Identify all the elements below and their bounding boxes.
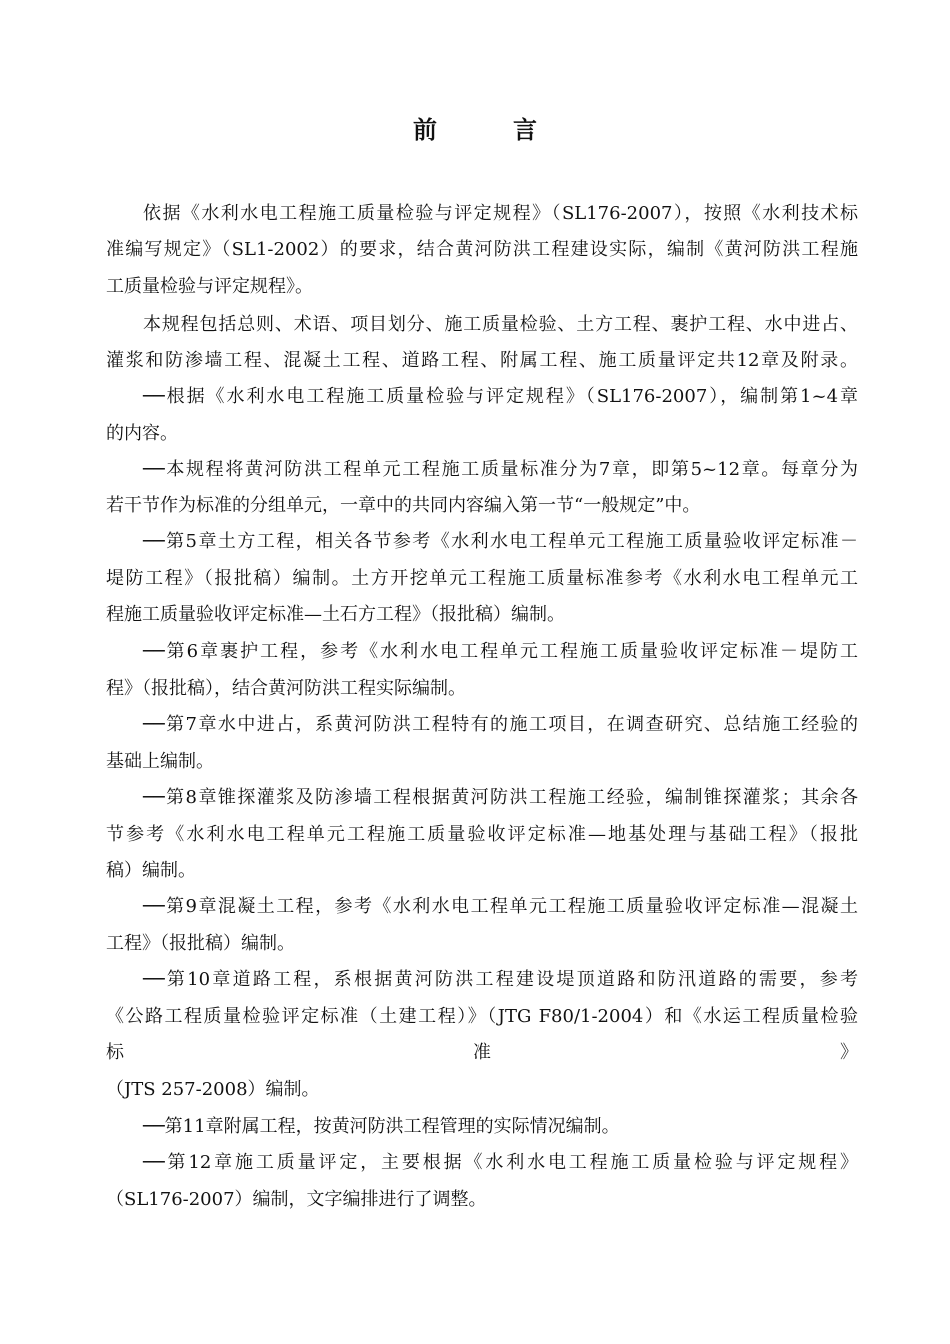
text-line: （JTS 257-2008）编制。	[106, 1079, 320, 1100]
text-line: ──第11章附属工程，按黄河防洪工程管理的实际情况编制。	[143, 1116, 620, 1137]
text-line: 依据《水利水电工程施工质量检验与评定规程》（SL176-2007），按照《水利技术标	[143, 203, 858, 224]
text-line: ──本规程将黄河防洪工程单元工程施工质量标准分为7章，即第5~12章。每章分为	[143, 459, 858, 480]
text-line: 稿）编制。	[106, 860, 196, 881]
text-line: ──第10章道路工程，系根据黄河防洪工程建设堤顶道路和防汛道路的需要，参考	[143, 969, 858, 990]
text-line: ──第9章混凝土工程，参考《水利水电工程单元工程施工质量验收评定标准—混凝土	[143, 896, 858, 917]
page-title: 前 言	[413, 115, 563, 144]
text-line: 若干节作为标准的分组单元，一章中的共同内容编入第一节“一般规定”中。	[106, 495, 701, 516]
text-line: 《公路工程质量检验评定标准（土建工程）》（JTG F80/1-2004）和《水运工程质量检验	[106, 1006, 858, 1027]
text-line: ──根据《水利水电工程施工质量检验与评定规程》（SL176-2007），编制第1~4章	[143, 386, 858, 407]
text-line: ──第7章水中进占，系黄河防洪工程特有的施工项目，在调查研究、总结施工经验的	[143, 714, 858, 735]
text-line: （SL176-2007）编制，文字编排进行了调整。	[106, 1189, 487, 1210]
text-line: 程施工质量验收评定标准—土石方工程》（报批稿）编制。	[106, 604, 565, 625]
text-line: ──第8章锥探灌浆及防渗墙工程根据黄河防洪工程施工经验，编制锥探灌浆；其余各	[143, 787, 858, 808]
text-line: ──第5章土方工程，相关各节参考《水利水电工程单元工程施工质量验收评定标准－	[143, 531, 858, 552]
text-line: 准编写规定》（SL1-2002）的要求，结合黄河防洪工程建设实际，编制《黄河防洪工程施	[106, 239, 858, 260]
text-line: 标 准 》	[106, 1042, 858, 1063]
text-line: ──第12章施工质量评定，主要根据《水利水电工程施工质量检验与评定规程》	[143, 1152, 858, 1173]
text-line: 工程》（报批稿）编制。	[106, 933, 295, 954]
text-line: 堤防工程》（报批稿）编制。土方开挖单元工程施工质量标准参考《水利水电工程单元工	[106, 568, 858, 589]
text-line: 的内容。	[106, 423, 178, 444]
text-line: 节参考《水利水电工程单元工程施工质量验收评定标准—地基处理与基础工程》（报批	[106, 824, 858, 845]
text-line: ──第6章裹护工程，参考《水利水电工程单元工程施工质量验收评定标准－堤防工	[143, 641, 858, 662]
text-line: 工质量检验与评定规程》。	[106, 276, 313, 297]
text-line: 本规程包括总则、术语、项目划分、施工质量检验、土方工程、裹护工程、水中进占、	[143, 314, 858, 335]
text-line: 灌浆和防渗墙工程、混凝土工程、道路工程、附属工程、施工质量评定共12章及附录。	[106, 350, 858, 371]
text-line: 基础上编制。	[106, 751, 214, 772]
text-line: 程》（报批稿），结合黄河防洪工程实际编制。	[106, 678, 466, 699]
